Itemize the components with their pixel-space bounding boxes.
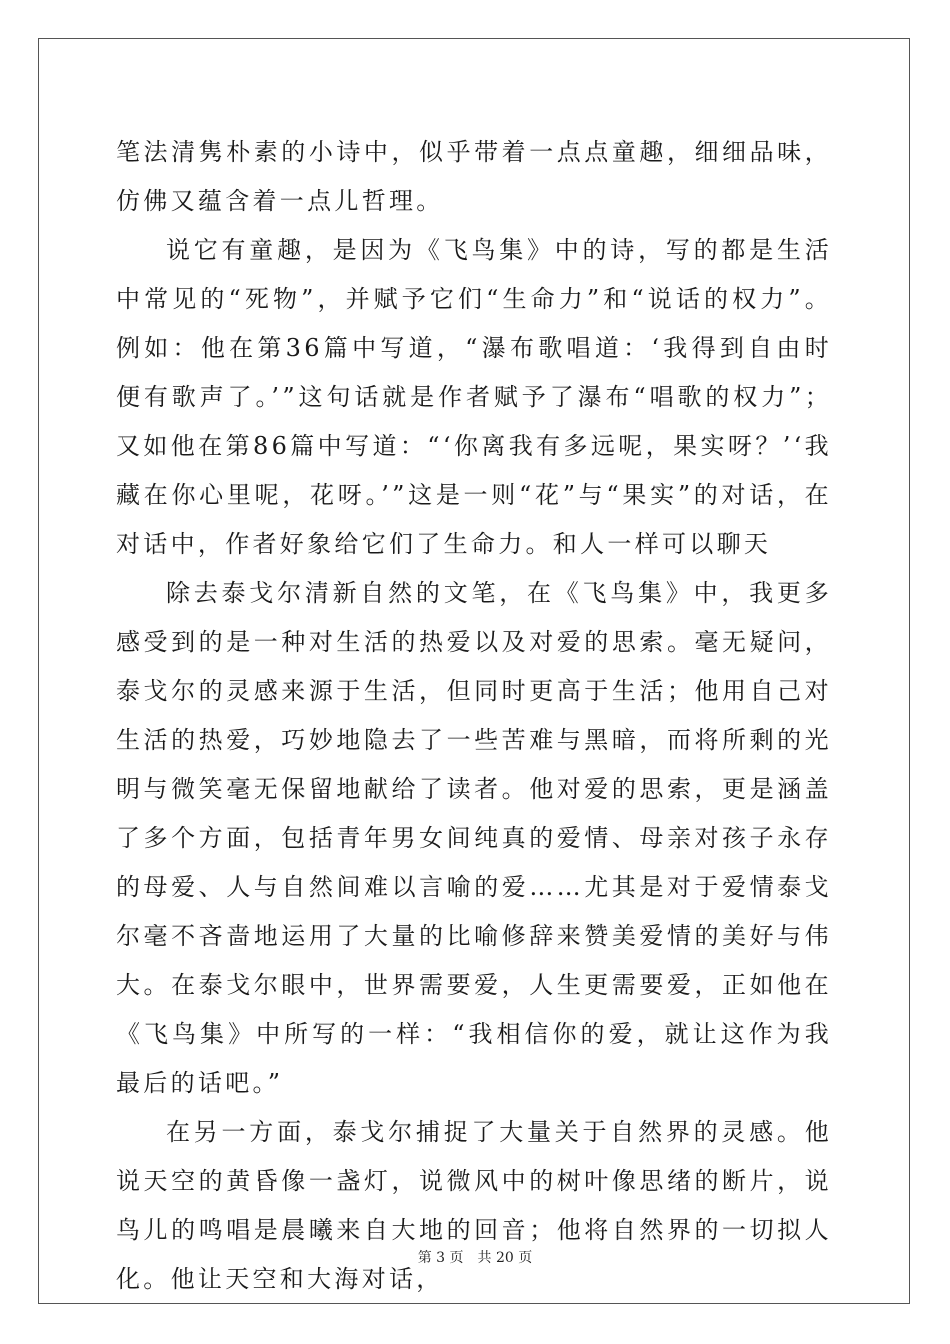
page-number: 第 3 页 共 20 页 (417, 1250, 533, 1266)
document-body (116, 128, 832, 1304)
paragraph: 除去泰戈尔清新自然的文笔，在《飞鸟集》中，我更多感受到的是一种对生活的热爱以及对爱的思索。毫无疑问，泰戈尔的灵感来源于生活，但同时更高于生活；他用自己对生活的热爱，巧妙地隐去了一些苦难与黑暗，而将所剩的光明与微笑毫无保留地献给了读者。他对爱的思索，更是涵盖了多个方面，包括青年男女间纯真的爱情、母亲对孩子永存的母爱、人与自然间难以言喻的爱……尤其是对于爱情泰戈尔毫不吝啬地运用了大量的比喻修辞来赞美爱情的美好与伟大。在泰戈尔眼中，世界需要爱，人生更需要爱，正如他在《飞鸟集》中所写的一样：“我相信你的爱，就让这作为我最后的话吧。” (116, 579, 832, 1097)
page-footer (0, 1248, 950, 1268)
paragraph: 在另一方面，泰戈尔捕捉了大量关于自然界的灵感。他说天空的黄昏像一盏灯，说微风中的树叶像思绪的断片，说鸟儿的鸣唱是晨曦来自大地的回音；他将自然界的一切拟人化。他让天空和大海对话， (116, 1118, 832, 1293)
paragraph: 说它有童趣，是因为《飞鸟集》中的诗，写的都是生活中常见的“死物”，并赋予它们“生命力”和“说话的权力”。例如：他在第36篇中写道，“瀑布歌唱道：‘我得到自由时便有歌声了。’”这句话就是作者赋予了瀑布“唱歌的权力”；又如他在第86篇中写道：“‘你离我有多远呢，果实呀？’‘我藏在你心里呢，花呀。’”这是一则“花”与“果实”的对话，在对话中，作者好象给它们了生命力。和人一样可以聊天 (116, 236, 832, 558)
paragraph: 笔法清隽朴素的小诗中，似乎带着一点点童趣，细细品味，仿佛又蕴含着一点儿哲理。 (116, 138, 832, 215)
